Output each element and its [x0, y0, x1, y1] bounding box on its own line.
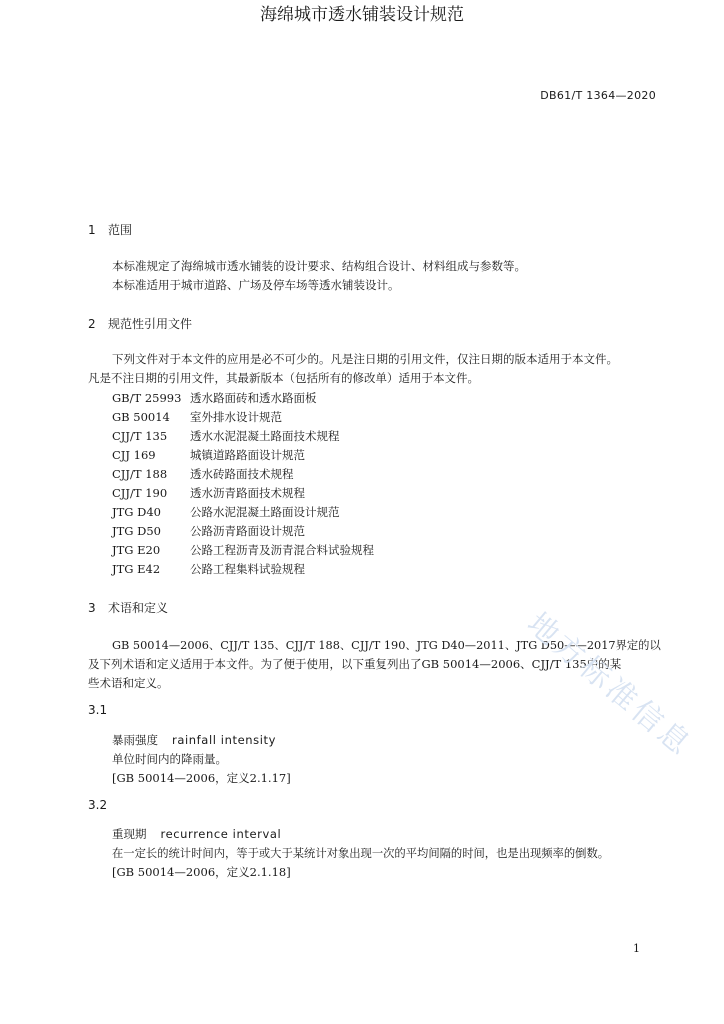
term-english: rainfall intensity — [172, 733, 277, 747]
term-number: 3.2 — [88, 798, 108, 812]
paragraph: 凡是不注日期的引用文件，其最新版本（包括所有的修改单）适用于本文件。 — [88, 371, 479, 385]
term-source: [GB 50014—2006，定义2.1.17] — [112, 771, 291, 785]
term-chinese: 暴雨强度 — [112, 733, 158, 747]
document-number: DB61/T 1364—2020 — [540, 89, 656, 102]
reference-code: CJJ/T 135 — [112, 429, 168, 443]
section-1-heading — [88, 221, 132, 238]
reference-title: 室外排水设计规范 — [190, 410, 282, 424]
reference-code: CJJ 169 — [112, 448, 156, 462]
reference-title: 透水水泥混凝土路面技术规程 — [190, 429, 340, 443]
reference-code: CJJ/T 188 — [112, 467, 168, 481]
term-source: [GB 50014—2006，定义2.1.18] — [112, 865, 291, 879]
section-3-heading — [88, 599, 168, 616]
reference-code: JTG D40 — [112, 505, 161, 519]
reference-item — [112, 485, 305, 501]
paragraph: 下列文件对于本文件的应用是必不可少的。凡是注日期的引用文件，仅注日期的版本适用于本文件。 — [112, 352, 618, 366]
term-number: 3.1 — [88, 703, 108, 717]
reference-code: GB 50014 — [112, 410, 170, 424]
watermark: 地方标准信息 — [520, 606, 700, 765]
section-2-heading — [88, 315, 192, 332]
reference-item — [112, 504, 340, 520]
reference-item — [112, 523, 305, 539]
reference-title: 公路水泥混凝土路面设计规范 — [190, 505, 340, 519]
page-number: 1 — [633, 942, 640, 955]
reference-title: 透水沥青路面技术规程 — [190, 486, 305, 500]
paragraph: GB 50014—2006、CJJ/T 135、CJJ/T 188、CJJ/T 190、JTG D40—2011、JTG D50——2017界定的以 — [112, 639, 661, 652]
term-chinese: 重现期 — [112, 827, 147, 841]
section-number: 1 — [88, 223, 96, 237]
reference-item — [112, 390, 317, 406]
term-definition: 在一定长的统计时间内，等于或大于某统计对象出现一次的平均间隔的时间，也是出现频率的倒数。 — [112, 847, 610, 860]
section-number: 2 — [88, 317, 96, 331]
section-title: 术语和定义 — [108, 601, 169, 615]
reference-code: JTG D50 — [112, 524, 161, 538]
paragraph: 本标准适用于城市道路、广场及停车场等透水铺装设计。 — [112, 278, 400, 292]
term-definition: 单位时间内的降雨量。 — [112, 752, 227, 766]
term-heading — [112, 826, 281, 842]
reference-item — [112, 542, 374, 558]
reference-code: CJJ/T 190 — [112, 486, 168, 500]
reference-code: GB/T 25993 — [112, 391, 182, 405]
reference-item — [112, 447, 305, 463]
reference-code: JTG E42 — [112, 562, 161, 576]
section-title: 范围 — [108, 223, 133, 237]
reference-title: 公路沥青路面设计规范 — [190, 524, 305, 538]
section-number: 3 — [88, 601, 96, 615]
reference-title: 公路工程集料试验规程 — [190, 562, 305, 576]
reference-title: 透水砖路面技术规程 — [190, 467, 294, 481]
reference-item — [112, 561, 305, 577]
reference-item — [112, 466, 294, 482]
paragraph: 些术语和定义。 — [88, 676, 169, 690]
section-title: 规范性引用文件 — [108, 317, 193, 331]
paragraph: 本标准规定了海绵城市透水铺装的设计要求、结构组合设计、材料组成与参数等。 — [112, 259, 526, 273]
paragraph: 及下列术语和定义适用于本文件。为了便于使用，以下重复列出了GB 50014—2006、CJJ/T 135中的某 — [88, 657, 622, 671]
reference-item — [112, 409, 282, 425]
reference-title: 城镇道路路面设计规范 — [190, 448, 305, 462]
reference-title: 公路工程沥青及沥青混合料试验规程 — [190, 543, 374, 557]
term-english: recurrence interval — [160, 827, 282, 841]
reference-item — [112, 428, 340, 444]
page-title: 海绵城市透水铺装设计规范 — [260, 5, 464, 25]
reference-code: JTG E20 — [112, 543, 161, 557]
reference-title: 透水路面砖和透水路面板 — [190, 391, 317, 405]
term-heading — [112, 732, 276, 748]
